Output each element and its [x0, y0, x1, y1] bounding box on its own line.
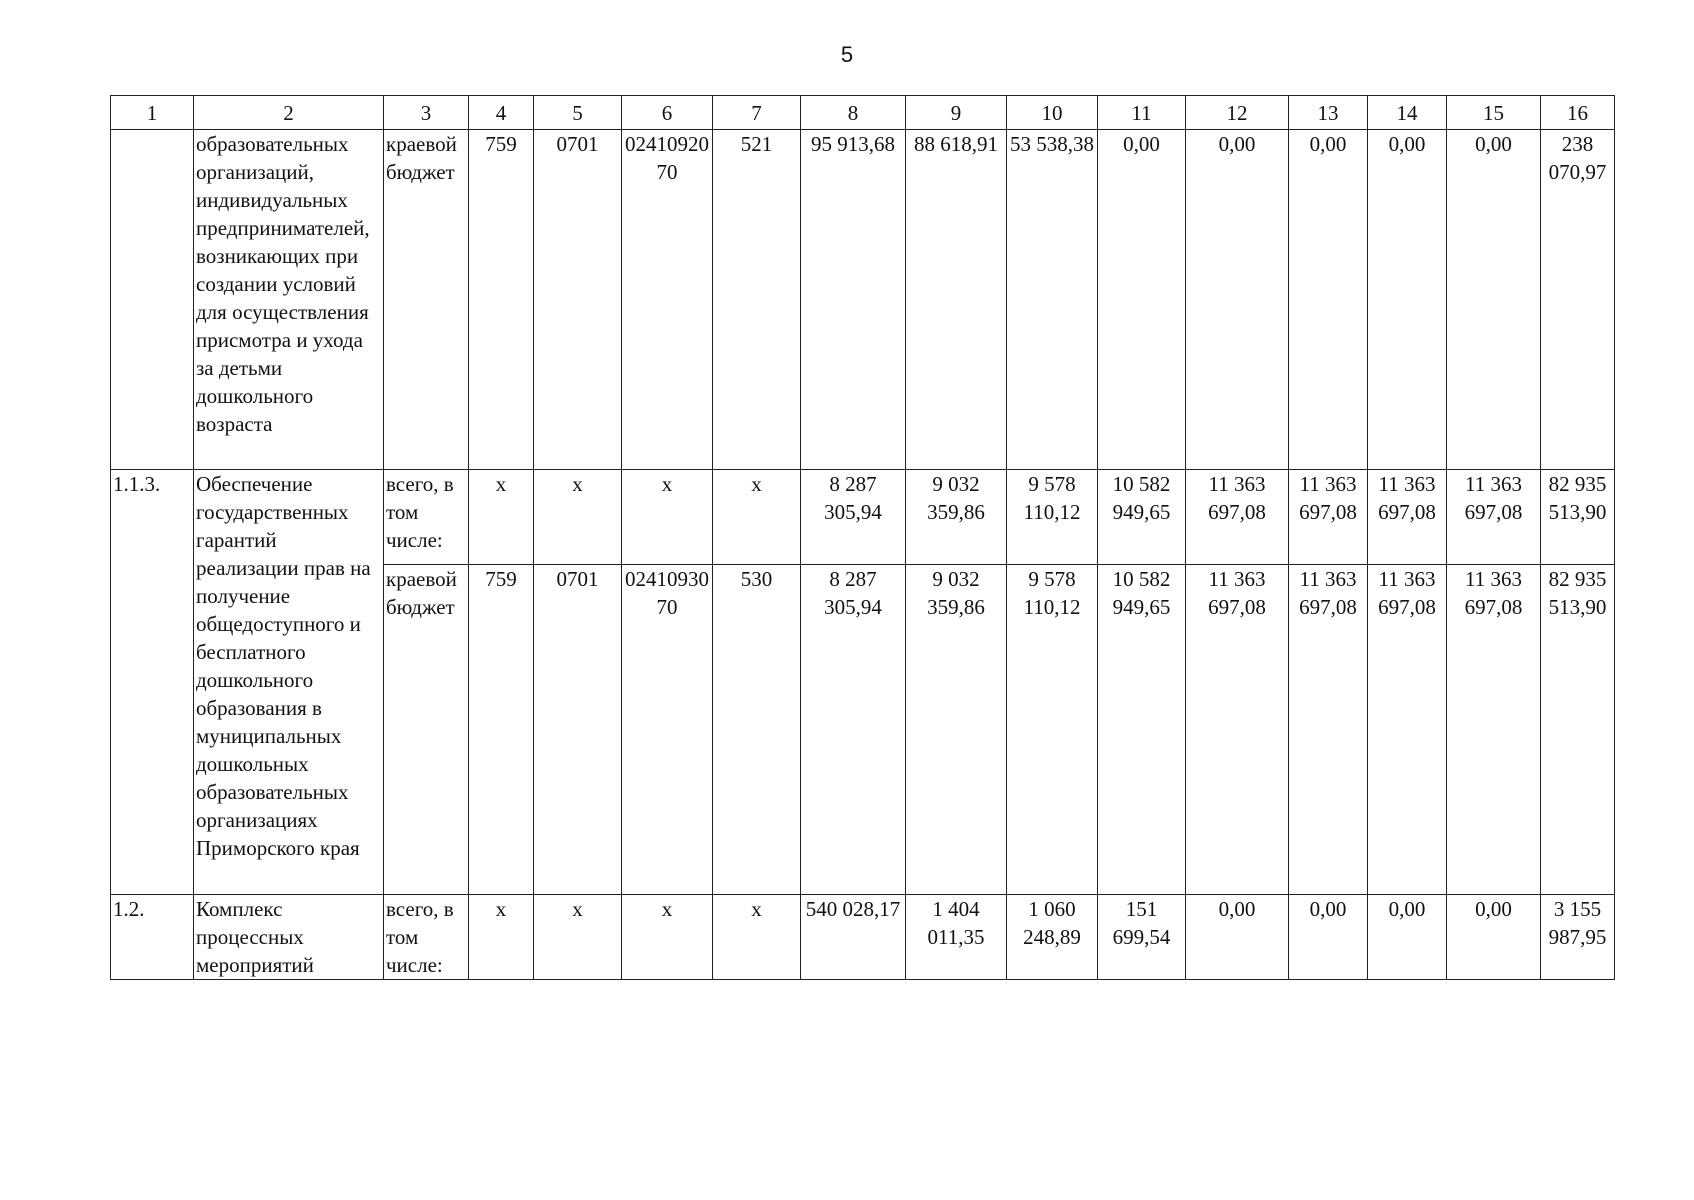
- amount-cell: 151 699,54: [1098, 895, 1186, 980]
- amount-cell: 9 578 110,12: [1007, 565, 1098, 895]
- funding-source-cell: краевой бюджет: [384, 130, 469, 470]
- funding-source-cell: всего, в том числе:: [384, 895, 469, 980]
- row-name-cell: Комплекс процессных мероприятий: [194, 895, 384, 980]
- amount-cell: 9 032 359,86: [906, 565, 1007, 895]
- amount-cell: 0,00: [1289, 130, 1368, 470]
- header-cell: 12: [1186, 96, 1289, 130]
- amount-cell: 11 363 697,08: [1447, 470, 1541, 565]
- code-cell: 521: [713, 130, 801, 470]
- total-cell: 82 935 513,90: [1541, 470, 1615, 565]
- budget-table: [110, 95, 1615, 980]
- header-cell: 6: [622, 96, 713, 130]
- amount-cell: 11 363 697,08: [1289, 565, 1368, 895]
- amount-cell: 0,00: [1368, 130, 1447, 470]
- header-cell: 3: [384, 96, 469, 130]
- amount-cell: 11 363 697,08: [1289, 470, 1368, 565]
- amount-cell: 11 363 697,08: [1368, 565, 1447, 895]
- total-cell: 238 070,97: [1541, 130, 1615, 470]
- code-cell: х: [534, 895, 622, 980]
- header-cell: 15: [1447, 96, 1541, 130]
- total-cell: 82 935 513,90: [1541, 565, 1615, 895]
- row-number-cell: 1.1.3.: [111, 470, 194, 895]
- header-cell: 13: [1289, 96, 1368, 130]
- amount-cell: 8 287 305,94: [801, 470, 906, 565]
- row-name-cell: Обеспечение государственных гарантий реализации прав на получение общедоступного и бесплатного дошкольного образования в муниципальных дошкольных образовательных организациях Приморского края: [194, 470, 384, 895]
- code-cell: х: [622, 895, 713, 980]
- amount-cell: 53 538,38: [1007, 130, 1098, 470]
- table-row: [111, 130, 1615, 470]
- total-cell: 3 155 987,95: [1541, 895, 1615, 980]
- amount-cell: 9 032 359,86: [906, 470, 1007, 565]
- amount-cell: 0,00: [1186, 895, 1289, 980]
- amount-cell: 8 287 305,94: [801, 565, 906, 895]
- code-cell: 759: [469, 130, 534, 470]
- header-cell: 7: [713, 96, 801, 130]
- amount-cell: 1 060 248,89: [1007, 895, 1098, 980]
- header-cell: 4: [469, 96, 534, 130]
- code-cell: 530: [713, 565, 801, 895]
- amount-cell: 540 028,17: [801, 895, 906, 980]
- amount-cell: 10 582 949,65: [1098, 565, 1186, 895]
- amount-cell: 88 618,91: [906, 130, 1007, 470]
- header-cell: 8: [801, 96, 906, 130]
- code-cell: х: [469, 895, 534, 980]
- amount-cell: 1 404 011,35: [906, 895, 1007, 980]
- amount-cell: 0,00: [1447, 895, 1541, 980]
- header-cell: 14: [1368, 96, 1447, 130]
- row-name-cell: образовательных организаций, индивидуальных предпринимателей, возникающих при создании условий для осуществления присмотра и ухода за детьми дошкольного возраста: [194, 130, 384, 470]
- code-cell: х: [622, 470, 713, 565]
- amount-cell: 0,00: [1098, 130, 1186, 470]
- code-cell: 0701: [534, 565, 622, 895]
- header-row: [111, 96, 1615, 130]
- header-cell: 16: [1541, 96, 1615, 130]
- code-cell: 759: [469, 565, 534, 895]
- row-number-cell: 1.2.: [111, 895, 194, 980]
- table-row: [111, 470, 1615, 565]
- code-cell: 0701: [534, 130, 622, 470]
- header-cell: 11: [1098, 96, 1186, 130]
- header-cell: 2: [194, 96, 384, 130]
- amount-cell: 9 578 110,12: [1007, 470, 1098, 565]
- page-number: 5: [840, 42, 854, 67]
- header-cell: 1: [111, 96, 194, 130]
- code-cell: х: [534, 470, 622, 565]
- amount-cell: 0,00: [1368, 895, 1447, 980]
- amount-cell: 11 363 697,08: [1186, 565, 1289, 895]
- amount-cell: 0,00: [1447, 130, 1541, 470]
- amount-cell: 0,00: [1186, 130, 1289, 470]
- amount-cell: 0,00: [1289, 895, 1368, 980]
- amount-cell: 11 363 697,08: [1186, 470, 1289, 565]
- row-number-cell: [111, 130, 194, 470]
- code-cell: 0241093070: [622, 565, 713, 895]
- code-cell: 0241092070: [622, 130, 713, 470]
- funding-source-cell: всего, в том числе:: [384, 470, 469, 565]
- code-cell: х: [713, 470, 801, 565]
- amount-cell: 95 913,68: [801, 130, 906, 470]
- amount-cell: 11 363 697,08: [1447, 565, 1541, 895]
- header-cell: 9: [906, 96, 1007, 130]
- table-row: [111, 895, 1615, 980]
- header-cell: 5: [534, 96, 622, 130]
- code-cell: х: [713, 895, 801, 980]
- amount-cell: 11 363 697,08: [1368, 470, 1447, 565]
- amount-cell: 10 582 949,65: [1098, 470, 1186, 565]
- funding-source-cell: краевой бюджет: [384, 565, 469, 895]
- code-cell: х: [469, 470, 534, 565]
- header-cell: 10: [1007, 96, 1098, 130]
